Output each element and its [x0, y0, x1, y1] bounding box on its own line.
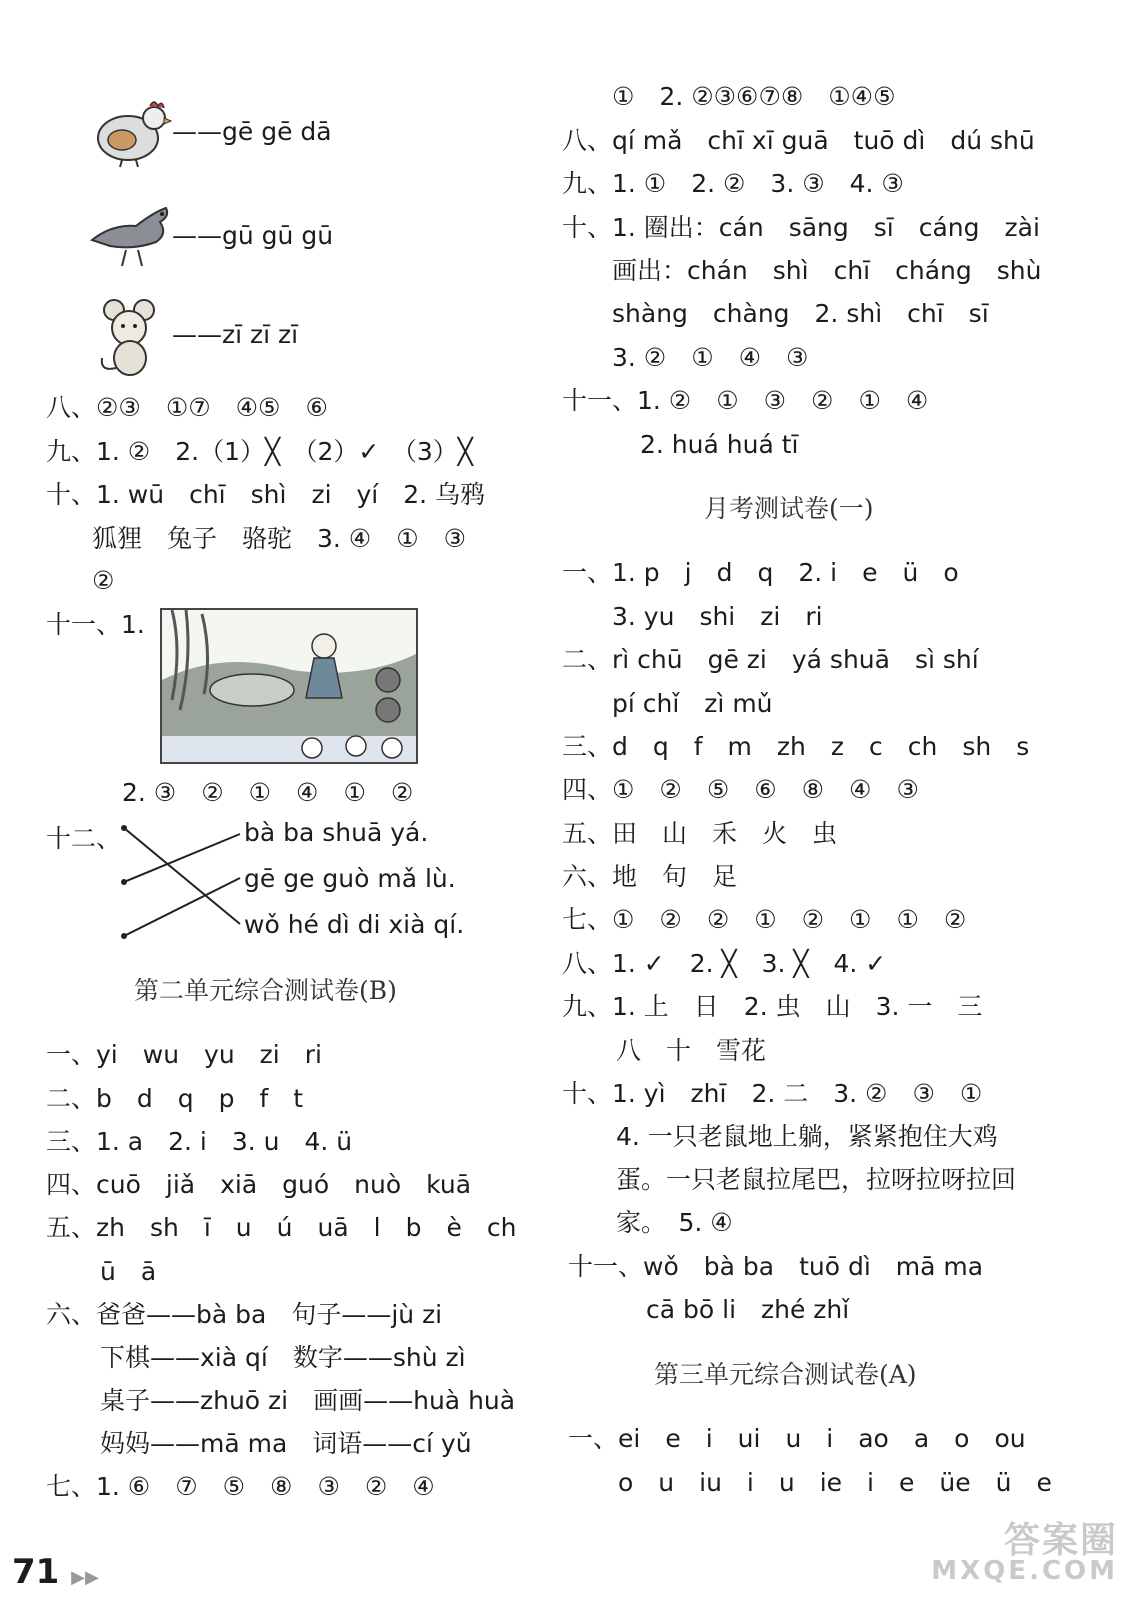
section-title-monthly: 月考测试卷(一)	[704, 494, 874, 523]
m-answer-11a: 十一、wǒ bà ba tuō dì mā ma	[568, 1252, 984, 1281]
m-answer-10a: 十、1. yì zhī 2. 二 3. ② ③ ①	[562, 1079, 983, 1108]
m-answer-2a: 二、rì chū gē zi yá shuā sì shí	[562, 645, 979, 674]
m-answer-9a: 九、1. 上 日 2. 虫 山 3. 一 三	[562, 992, 983, 1021]
watermark-logo: 答案圈	[1003, 1520, 1118, 1561]
r-answer-11a: 十一、1. ② ① ③ ② ① ④	[562, 386, 929, 415]
hen-sound: ——gē gē dā	[172, 117, 332, 146]
scene-drawing	[162, 610, 416, 762]
m-answer-3: 三、d q f m zh z c ch sh s	[562, 732, 1030, 761]
r-answer-0: ① 2. ②③⑥⑦⑧ ①④⑤	[612, 82, 896, 111]
b-answer-6c: 桌子——zhuō zi 画画——huà huà	[100, 1386, 516, 1415]
answer-10-line2: 狐狸 兔子 骆驼 3. ④ ① ③	[92, 524, 467, 553]
answer-10-line1: 十、1. wū chī shì zi yí 2. 乌鸦	[46, 480, 486, 509]
m-answer-10d: 家。 5. ④	[616, 1208, 733, 1237]
section-title-unit3-a: 第三单元综合测试卷(A)	[654, 1360, 917, 1389]
answer-11-label: 十一、1.	[46, 610, 145, 639]
answer-9: 九、1. ② 2.（1）╳ （2）✓ （3）╳	[46, 437, 473, 466]
m-answer-10c: 蛋。一只老鼠拉尾巴，拉呀拉呀拉回	[616, 1165, 1017, 1194]
match-item-3: wǒ hé dì di xià qí.	[244, 910, 465, 939]
a-answer-1a: 一、ei e i ui u i ao a o ou	[568, 1424, 1026, 1453]
m-answer-7: 七、① ② ② ① ② ① ① ②	[562, 905, 967, 934]
b-answer-6b: 下棋——xià qí 数字——shù zì	[100, 1343, 466, 1372]
watermark-url: MXQE.COM	[931, 1556, 1118, 1586]
mouse-sound: ——zī zī zī	[172, 320, 299, 349]
answer-11-part2: 2. ③ ② ① ④ ① ②	[122, 778, 414, 807]
r-answer-8: 八、qí mǎ chī xī guā tuō dì dú shū	[562, 126, 1035, 155]
m-answer-6: 六、地 句 足	[562, 862, 738, 891]
pigeon-sound: ——gū gū gū	[172, 221, 334, 250]
b-answer-6a: 六、爸爸——bà ba 句子——jù zi	[46, 1300, 443, 1329]
answer-10-line3: ②	[92, 566, 115, 595]
m-answer-10b: 4. 一只老鼠地上躺，紧紧抱住大鸡	[616, 1122, 998, 1151]
b-answer-6d: 妈妈——mā ma 词语——cí yǔ	[100, 1429, 472, 1458]
b-answer-4: 四、cuō jiǎ xiā guó nuò kuā	[46, 1170, 472, 1199]
page-number: 71 ▶▶	[12, 1552, 99, 1592]
matching-lines	[118, 820, 248, 942]
r-answer-10c: shàng chàng 2. shì chī sī	[612, 299, 989, 328]
m-answer-1b: 3. yu shi zi ri	[612, 602, 823, 631]
section-title-unit2-b: 第二单元综合测试卷(B)	[134, 976, 397, 1005]
m-answer-5: 五、田 山 禾 火 虫	[562, 819, 838, 848]
m-answer-1a: 一、1. p j d q 2. i e ü o	[562, 558, 959, 587]
m-answer-9b: 八 十 雪花	[616, 1036, 767, 1065]
a-answer-1b: o u iu i u ie i e üe ü e	[618, 1468, 1052, 1497]
b-answer-1: 一、yi wu yu zi ri	[46, 1040, 322, 1069]
r-answer-10a: 十、1. 圈出：cán sāng sī cáng zài	[562, 213, 1040, 242]
r-answer-11b: 2. huá huá tī	[640, 430, 799, 459]
b-answer-7: 七、1. ⑥ ⑦ ⑤ ⑧ ③ ② ④	[46, 1472, 435, 1501]
r-answer-9: 九、1. ① 2. ② 3. ③ 4. ③	[562, 169, 904, 198]
b-answer-5: 五、zh sh ī u ú uā l b è ch	[46, 1213, 517, 1242]
m-answer-4: 四、① ② ⑤ ⑥ ⑧ ④ ③	[562, 775, 919, 804]
m-answer-8: 八、1. ✓ 2. ╳ 3. ╳ 4. ✓	[562, 949, 887, 978]
b-answer-5b: ū ā	[100, 1257, 157, 1286]
mouse-icon	[98, 296, 164, 378]
m-answer-11b: cā bō li zhé zhǐ	[646, 1295, 850, 1324]
r-answer-10b: 画出：chán shì chī cháng shù	[612, 256, 1042, 285]
pigeon-icon	[88, 202, 174, 270]
scene-illustration	[160, 608, 418, 764]
answer-8: 八、②③ ①⑦ ④⑤ ⑥	[46, 393, 328, 422]
match-item-1: bà ba shuā yá.	[244, 818, 429, 847]
b-answer-3: 三、1. a 2. i 3. u 4. ü	[46, 1127, 353, 1156]
hen-icon	[92, 96, 172, 168]
match-item-2: gē ge guò mǎ lù.	[244, 864, 456, 893]
answer-12-label: 十二、	[46, 824, 122, 853]
r-answer-10d: 3. ② ① ④ ③	[612, 343, 809, 372]
b-answer-2: 二、b d q p f t	[46, 1084, 304, 1113]
m-answer-2b: pí chǐ zì mǔ	[612, 689, 773, 718]
